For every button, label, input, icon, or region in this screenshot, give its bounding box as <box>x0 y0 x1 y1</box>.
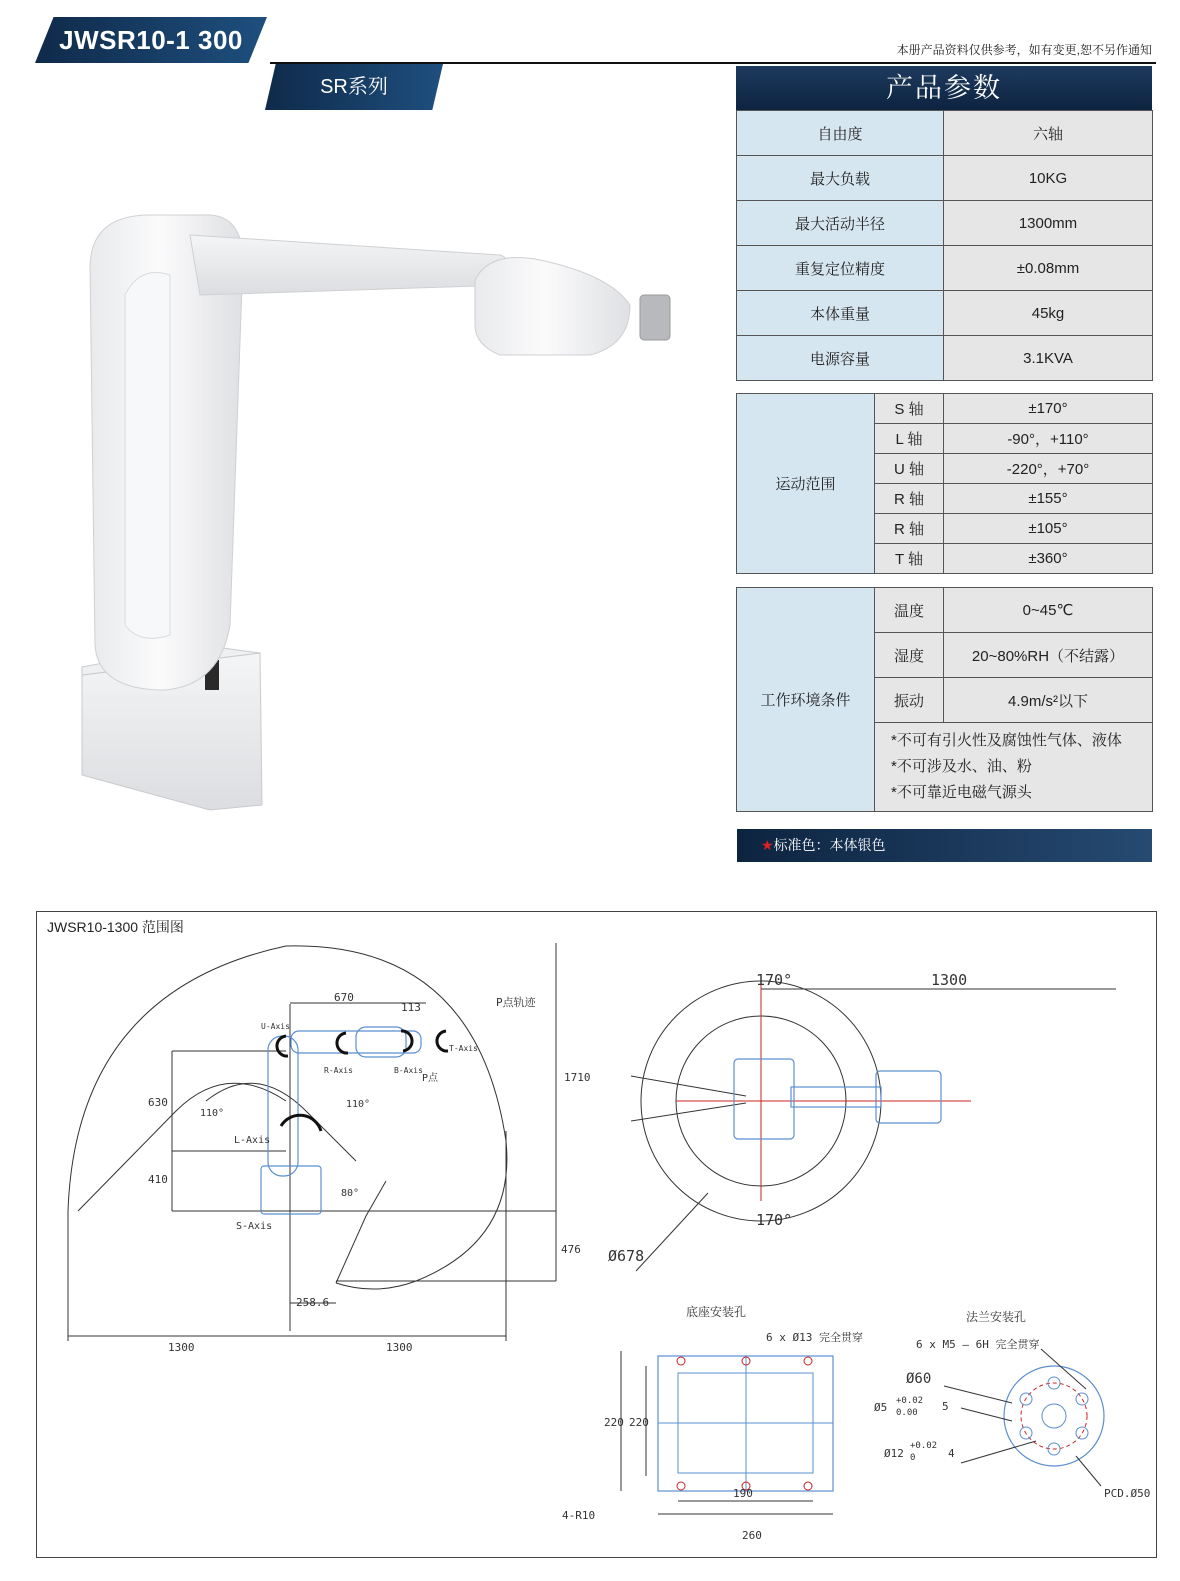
table-row <box>737 111 1153 156</box>
dim-410: 410 <box>148 1173 168 1186</box>
robot-illustration <box>70 205 690 820</box>
angle-110-left: 110° <box>200 1108 225 1119</box>
axis-name: L 轴 <box>875 424 944 454</box>
dim-220a: 220 <box>604 1416 624 1429</box>
axis-name: T 轴 <box>875 544 944 574</box>
spec-value: ±0.08mm <box>944 246 1153 291</box>
flange-dia-12-depth: 4 <box>948 1447 955 1460</box>
environment-table <box>736 587 1153 812</box>
top-view-drawing <box>631 981 1116 1271</box>
series-title: SR系列 <box>320 76 388 98</box>
flange-dia-5: Ø5 <box>874 1401 888 1414</box>
table-row <box>737 291 1153 336</box>
spec-label: 最大负载 <box>737 156 944 201</box>
table-row <box>737 156 1153 201</box>
motion-range-table <box>736 393 1153 574</box>
spec-value: 3.1KVA <box>944 336 1153 381</box>
environment-label: 工作环境条件 <box>737 588 875 812</box>
spec-value: 1300mm <box>944 201 1153 246</box>
spec-label: 本体重量 <box>737 291 944 336</box>
axis-range: -90°，+110° <box>944 424 1153 454</box>
angle-170-top: 170° <box>756 971 793 989</box>
b-axis-label: B-Axis <box>394 1066 423 1075</box>
env-item: 湿度 <box>875 633 944 678</box>
flange-holes-spec: 6 x M5 – 6H 完全贯穿 <box>916 1338 1040 1351</box>
angle-110-right: 110° <box>346 1099 371 1110</box>
side-view-drawing <box>68 943 556 1341</box>
r-axis-label: R-Axis <box>324 1066 353 1075</box>
note-line: *不可有引火性及腐蚀性气体、液体 <box>891 732 1122 749</box>
angle-80: 80° <box>341 1188 360 1199</box>
flange-dia-5-tol-up: +0.02 <box>896 1396 924 1406</box>
base-holes-drawing <box>621 1351 833 1514</box>
dim-113: 113 <box>401 1001 421 1014</box>
spec-label: 自由度 <box>737 111 944 156</box>
axis-range: ±155° <box>944 484 1153 514</box>
table-row <box>737 336 1153 381</box>
standard-color-text: 标准色：本体银色 <box>773 837 886 853</box>
flange-pcd: PCD.Ø50 <box>1104 1487 1151 1500</box>
base-holes-spec: 6 x Ø13 完全贯穿 <box>766 1331 863 1344</box>
table-row <box>737 588 1153 633</box>
technical-drawings <box>36 911 1156 1557</box>
angle-170-bottom: 170° <box>756 1211 793 1229</box>
spec-label: 电源容量 <box>737 336 944 381</box>
axis-name: R 轴 <box>875 484 944 514</box>
dim-190: 190 <box>733 1487 753 1500</box>
axis-range: ±105° <box>944 514 1153 544</box>
l-axis-label: L-Axis <box>234 1135 271 1146</box>
s-axis-label: S-Axis <box>236 1221 273 1232</box>
axis-name: S 轴 <box>875 394 944 424</box>
dim-670: 670 <box>334 991 354 1004</box>
flange-holes-labels <box>874 1309 1150 1500</box>
flange-dia-60: Ø60 <box>906 1371 932 1387</box>
diameter-678: Ø678 <box>608 1247 645 1265</box>
table-row <box>737 201 1153 246</box>
basic-spec-table <box>736 110 1153 381</box>
dim-630: 630 <box>148 1096 168 1109</box>
env-item: 振动 <box>875 678 944 723</box>
drawing-title: JWSR10-1300 范围图 <box>47 919 184 935</box>
flange-holes-drawing <box>944 1349 1104 1486</box>
env-value: 0~45℃ <box>944 588 1153 633</box>
flange-dia-12-tol-up: +0.02 <box>910 1441 938 1451</box>
spec-label: 重复定位精度 <box>737 246 944 291</box>
top-view-labels <box>608 971 967 1265</box>
env-item: 温度 <box>875 588 944 633</box>
axis-name: U 轴 <box>875 454 944 484</box>
dim-220b: 220 <box>629 1416 649 1429</box>
dim-258-6: 258.6 <box>296 1296 330 1309</box>
spec-value: 45kg <box>944 291 1153 336</box>
p-point-label: P点 <box>422 1073 439 1084</box>
flange-dia-12-tol-dn: 0 <box>910 1453 916 1463</box>
model-title: JWSR10-1 300 <box>59 25 243 55</box>
radius-1300: 1300 <box>931 971 968 989</box>
side-view-labels <box>148 991 591 1354</box>
note-line: *不可靠近电磁气源头 <box>891 784 1032 801</box>
dim-260: 260 <box>742 1529 762 1542</box>
dim-1300-right: 1300 <box>386 1341 413 1354</box>
table-row <box>737 394 1153 424</box>
axis-name: R 轴 <box>875 514 944 544</box>
flange-dia-5-tol-dn: 0.00 <box>896 1408 918 1418</box>
note-line: *不可涉及水、油、粉 <box>891 758 1032 775</box>
star-icon: ★ <box>761 837 774 853</box>
standard-color-bar <box>737 829 1152 862</box>
environment-notes <box>875 723 1153 812</box>
disclaimer: 本册产品资料仅供参考，如有变更,恕不另作通知 <box>896 43 1152 57</box>
axis-range: ±170° <box>944 394 1153 424</box>
env-value: 20~80%RH（不结露） <box>944 633 1153 678</box>
spec-value: 10KG <box>944 156 1153 201</box>
spec-title: 产品参数 <box>736 66 1152 110</box>
env-value: 4.9m/s²以下 <box>944 678 1153 723</box>
dim-476: 476 <box>561 1243 581 1256</box>
flange-holes-title: 法兰安装孔 <box>966 1310 1027 1324</box>
dim-1710: 1710 <box>564 1071 591 1084</box>
motion-range-label: 运动范围 <box>737 394 875 574</box>
flange-dia-12: Ø12 <box>884 1447 904 1460</box>
spec-value: 六轴 <box>944 111 1153 156</box>
axis-range: ±360° <box>944 544 1153 574</box>
radius-r10: 4-R10 <box>562 1509 596 1522</box>
dim-1300-left: 1300 <box>168 1341 195 1354</box>
base-holes-title: 底座安装孔 <box>686 1305 747 1319</box>
table-row <box>737 246 1153 291</box>
t-axis-label: T-Axis <box>449 1044 478 1053</box>
axis-range: -220°，+70° <box>944 454 1153 484</box>
flange-dia-5-depth: 5 <box>942 1400 949 1413</box>
spec-label: 最大活动半径 <box>737 201 944 246</box>
p-track-label: P点轨迹 <box>496 996 536 1009</box>
u-axis-label: U-Axis <box>261 1022 290 1031</box>
